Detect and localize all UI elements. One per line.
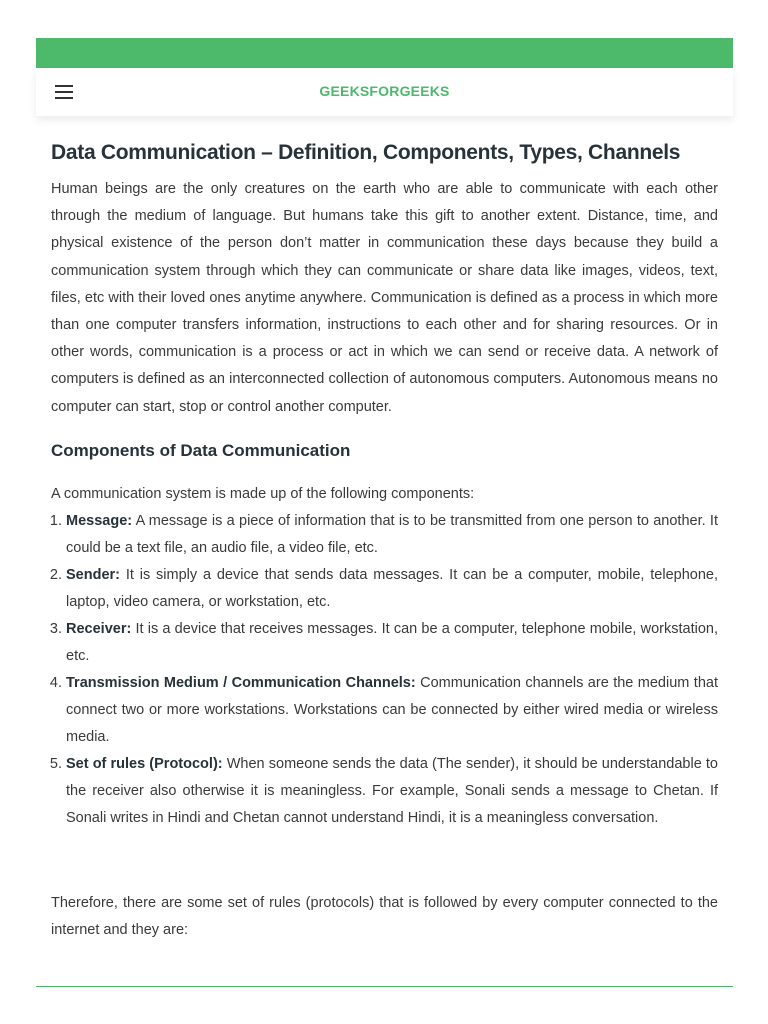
list-item-text: It is a device that receives messages. It can be a computer, telephone mobile, workstation, etc.	[66, 621, 718, 665]
list-item	[66, 562, 718, 616]
components-intro: A communication system is made up of the following components:	[51, 485, 475, 502]
list-item	[66, 670, 718, 751]
intro-paragraph: Human beings are the only creatures on the earth who are able to communicate with each other through the medium of language. But humans take this gift to another extent. Distance, time, and physical existence of the person don’t matter in communication these days because they build a communication system through which they can communicate or share data like images, videos, text, files, etc with their loved ones anytime anywhere. Communication is defined as a process in which more than one computer transfers information, instructions to each other and for sharing resources. Or in other words, communication is a process or act in which we can send or receive data. A network of computers is defined as an interconnected collection of autonomous computers. Autonomous means no computer can start, stop or control another computer.	[51, 181, 718, 415]
list-item	[66, 616, 718, 670]
components-list	[51, 508, 718, 832]
article-title: Data Communication – Definition, Components, Types, Channels	[51, 141, 681, 164]
top-accent-bar	[36, 38, 733, 68]
list-item-term: Receiver:	[66, 621, 132, 638]
list-item	[66, 751, 718, 832]
list-item-text: A message is a piece of information that is to be transmitted from one person to another. It could be a text file, an audio file, a video file, etc.	[66, 513, 718, 557]
closing-paragraph: Therefore, there are some set of rules (protocols) that is followed by every computer connected to the internet and they are:	[51, 895, 718, 939]
list-item-term: Set of rules (Protocol):	[66, 756, 223, 773]
site-header	[36, 68, 733, 116]
list-item-text: It is simply a device that sends data messages. It can be a computer, mobile, telephone, laptop, video camera, or workstation, etc.	[66, 567, 718, 611]
list-item-text: Communication channels are the medium that connect two or more workstations. Workstations can be connected by either wired media or wireless media.	[66, 675, 718, 746]
list-item-term: Transmission Medium / Communication Channels:	[66, 675, 416, 692]
list-item	[66, 508, 718, 562]
list-item-text: When someone sends the data (The sender), it should be understandable to the receiver also otherwise it is meaningless. For example, Sonali sends a message to Chetan. If Sonali writes in Hindi and Chetan cannot understand Hindi, it is a meaningless conversation.	[66, 756, 718, 827]
article-content	[51, 130, 718, 944]
bottom-divider	[36, 986, 733, 987]
spacer	[51, 832, 718, 890]
site-logo[interactable]: GEEKSFORGEEKS	[319, 83, 450, 99]
list-item-term: Message:	[66, 513, 133, 530]
list-item-term: Sender:	[66, 567, 120, 584]
section-heading: Components of Data Communication	[51, 440, 351, 460]
